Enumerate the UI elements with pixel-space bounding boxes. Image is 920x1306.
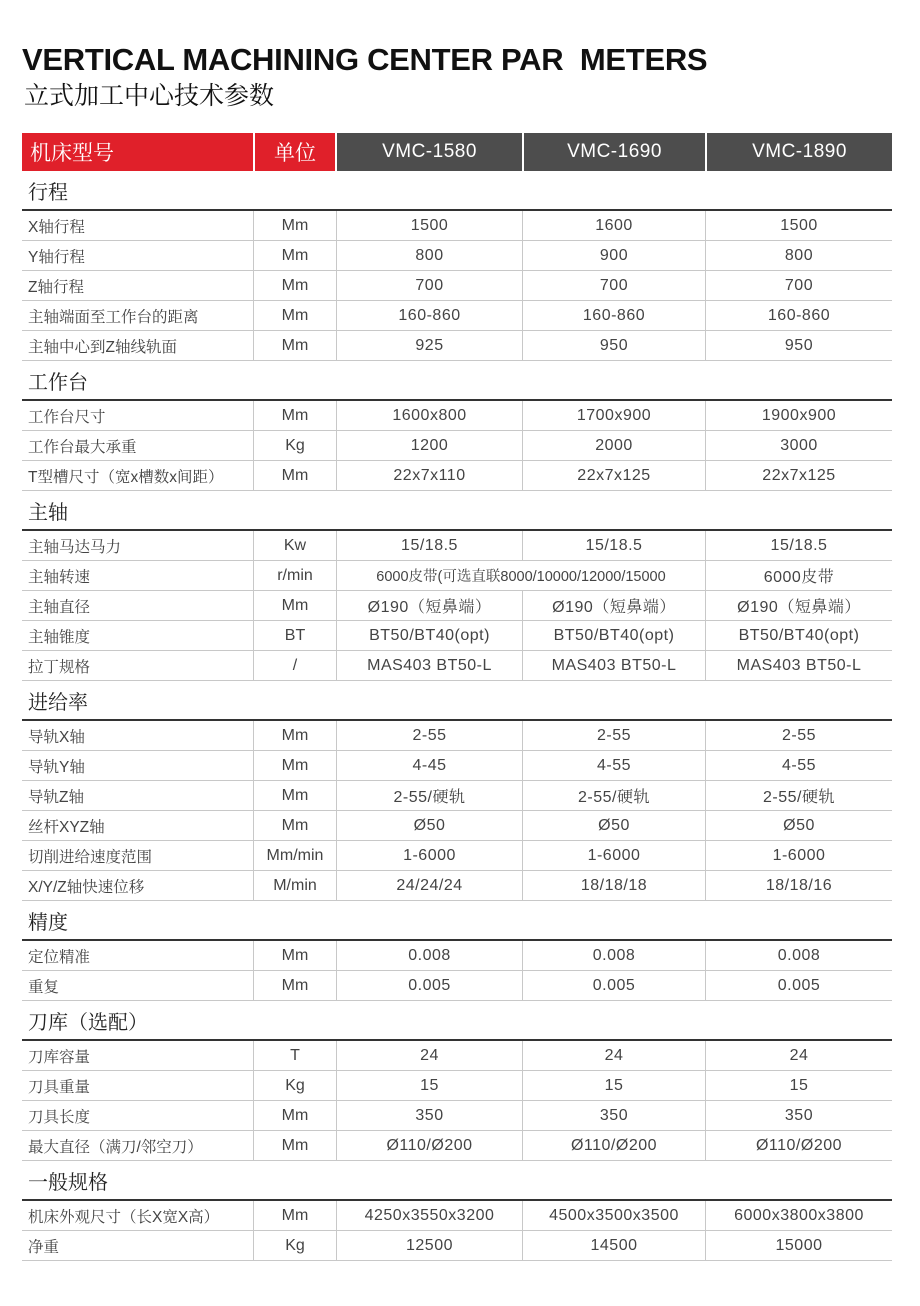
row-item: 刀具重量	[28, 1078, 91, 1096]
table-row	[22, 531, 892, 561]
row-value-1: 700	[415, 276, 444, 294]
table-row	[22, 721, 892, 751]
table-row	[22, 1041, 892, 1071]
row-item: Y轴行程	[28, 248, 85, 266]
row-value-2: Ø50	[522, 811, 705, 840]
row-unit: /	[253, 651, 337, 680]
row-value-2: 1-6000	[522, 841, 705, 870]
row-value-2: 350	[522, 1101, 705, 1130]
row-unit: Kg	[253, 431, 337, 460]
row-value-3: 6000x3800x3800	[705, 1201, 892, 1230]
row-unit: Mm	[253, 241, 337, 270]
row-value-3: 2-55/硬轨	[705, 781, 892, 810]
row-value-3: 160-860	[705, 301, 892, 330]
row-unit: Kg	[253, 1071, 337, 1100]
row-value-3: 2-55	[705, 721, 892, 750]
row-item: 净重	[28, 1238, 60, 1256]
table-row	[22, 1201, 892, 1231]
row-value-2: 700	[522, 271, 705, 300]
table-row	[22, 561, 892, 591]
row-value-2: 0.005	[522, 971, 705, 1000]
row-value-3: 800	[705, 241, 892, 270]
section-title: 主轴	[22, 491, 892, 531]
table-row	[22, 811, 892, 841]
row-value-3: 700	[705, 271, 892, 300]
row-unit: Mm	[253, 1201, 337, 1230]
row-value-2: 2-55	[522, 721, 705, 750]
row-unit: Kg	[253, 1231, 337, 1260]
row-unit: Mm	[253, 1101, 337, 1130]
row-unit: Mm	[253, 781, 337, 810]
row-value-2: 4500x3500x3500	[522, 1201, 705, 1230]
row-value-1: 1200	[410, 436, 449, 454]
spec-sections	[22, 171, 892, 1261]
row-unit: T	[253, 1041, 337, 1070]
row-unit: Kw	[253, 531, 337, 560]
table-row	[22, 401, 892, 431]
row-value-1: 4250x3550x3200	[364, 1206, 495, 1224]
table-row	[22, 241, 892, 271]
row-value-3: 3000	[705, 431, 892, 460]
row-item: 主轴直径	[28, 598, 91, 616]
header-unit-label: 单位	[253, 133, 337, 171]
row-value-1: 24/24/24	[396, 876, 463, 894]
row-item: 工作台最大承重	[28, 438, 137, 456]
row-value-2: Ø190（短鼻端）	[522, 591, 705, 620]
section-title: 行程	[22, 171, 892, 211]
row-value-3: Ø190（短鼻端）	[705, 591, 892, 620]
row-value-2: 160-860	[522, 301, 705, 330]
row-value-1: 2-55/硬轨	[393, 789, 466, 806]
table-row	[22, 211, 892, 241]
row-unit: Mm	[253, 331, 337, 360]
row-value-2: 950	[522, 331, 705, 360]
page-subtitle: 立式加工中心技术参数	[24, 82, 275, 110]
row-item: 工作台尺寸	[28, 408, 106, 426]
row-value-1: MAS403 BT50-L	[367, 656, 492, 674]
table-row	[22, 1131, 892, 1161]
section-title: 刀库（选配）	[22, 1001, 892, 1041]
row-value-2: 1700x900	[522, 401, 705, 430]
row-value-3: 15000	[705, 1231, 892, 1260]
table-row	[22, 781, 892, 811]
row-unit: Mm	[253, 461, 337, 490]
row-value-3: 1-6000	[705, 841, 892, 870]
row-value-1: Ø110/Ø200	[386, 1136, 473, 1154]
table-row	[22, 941, 892, 971]
row-value-1: BT50/BT40(opt)	[369, 626, 490, 644]
row-item: X/Y/Z轴快速位移	[28, 878, 145, 896]
row-item: 拉丁规格	[28, 658, 91, 676]
row-value-3: 4-55	[705, 751, 892, 780]
row-unit: BT	[253, 621, 337, 650]
row-value-2: BT50/BT40(opt)	[522, 621, 705, 650]
row-value-2: 22x7x125	[522, 461, 705, 490]
row-value-1: Ø190（短鼻端）	[367, 599, 492, 616]
row-value-1: 0.008	[408, 946, 451, 964]
row-value-3: 22x7x125	[705, 461, 892, 490]
table-row	[22, 841, 892, 871]
row-value-1: 160-860	[398, 306, 461, 324]
row-value-1: 1500	[410, 216, 449, 234]
row-value-3: 0.005	[705, 971, 892, 1000]
table-row	[22, 1101, 892, 1131]
row-unit: Mm	[253, 971, 337, 1000]
row-item: 重复	[28, 978, 60, 996]
row-value-2: 18/18/18	[522, 871, 705, 900]
row-value-2: 15/18.5	[522, 531, 705, 560]
row-value-2: 14500	[522, 1231, 705, 1260]
section-title: 工作台	[22, 361, 892, 401]
section-title: 精度	[22, 901, 892, 941]
row-value-1: Ø50	[413, 816, 446, 834]
row-value-1: 0.005	[408, 976, 451, 994]
row-value-2: Ø110/Ø200	[522, 1131, 705, 1160]
row-value-2: 4-55	[522, 751, 705, 780]
row-value-1: 925	[415, 336, 444, 354]
row-item: X轴行程	[28, 218, 85, 236]
table-row	[22, 331, 892, 361]
row-unit: Mm	[253, 211, 337, 240]
table-row	[22, 271, 892, 301]
table-row	[22, 431, 892, 461]
section-title: 进给率	[22, 681, 892, 721]
row-item: 导轨Z轴	[28, 788, 84, 806]
table-header	[22, 133, 892, 171]
row-value-2: 2000	[522, 431, 705, 460]
row-item: 刀库容量	[28, 1048, 91, 1066]
table-row	[22, 1071, 892, 1101]
row-item: 主轴端面至工作台的距离	[28, 308, 199, 326]
row-value-2: 0.008	[522, 941, 705, 970]
row-value-1: 1600x800	[392, 406, 467, 424]
row-value-3: 15	[705, 1071, 892, 1100]
row-value-merged: 6000皮带(可选直联8000/10000/12000/15000	[376, 569, 666, 585]
row-value-3: 6000皮带	[705, 561, 892, 590]
row-item: 导轨X轴	[28, 728, 85, 746]
row-item: 机床外观尺寸（长X宽X高）	[28, 1208, 220, 1226]
header-model-3: VMC-1890	[705, 133, 892, 171]
row-unit: M/min	[253, 871, 337, 900]
row-item: 刀具长度	[28, 1108, 91, 1126]
table-row	[22, 461, 892, 491]
row-value-3: 18/18/16	[705, 871, 892, 900]
header-item-label: 机床型号	[22, 133, 253, 171]
row-item: 主轴马达马力	[28, 538, 122, 556]
row-value-3: Ø50	[705, 811, 892, 840]
row-value-3: 950	[705, 331, 892, 360]
row-value-3: 350	[705, 1101, 892, 1130]
row-item: 导轨Y轴	[28, 758, 85, 776]
table-row	[22, 1231, 892, 1261]
row-value-3: MAS403 BT50-L	[705, 651, 892, 680]
row-value-2: 1600	[522, 211, 705, 240]
table-row	[22, 971, 892, 1001]
row-value-3: 0.008	[705, 941, 892, 970]
row-unit: Mm/min	[253, 841, 337, 870]
row-value-1: 24	[420, 1046, 439, 1064]
row-unit: Mm	[253, 271, 337, 300]
row-value-3: 15/18.5	[705, 531, 892, 560]
row-value-1: 800	[415, 246, 444, 264]
spec-table	[22, 133, 892, 1261]
row-value-1: 15/18.5	[401, 536, 458, 554]
row-unit: r/min	[253, 561, 337, 590]
table-row	[22, 591, 892, 621]
row-value-1: 350	[415, 1106, 444, 1124]
row-value-1: 22x7x110	[393, 466, 466, 484]
row-unit: Mm	[253, 941, 337, 970]
row-unit: Mm	[253, 301, 337, 330]
row-unit: Mm	[253, 1131, 337, 1160]
header-model-1: VMC-1580	[337, 133, 522, 171]
table-row	[22, 651, 892, 681]
row-unit: Mm	[253, 721, 337, 750]
row-value-3: 1500	[705, 211, 892, 240]
row-item: 最大直径（满刀/邻空刀）	[28, 1138, 203, 1156]
row-unit: Mm	[253, 401, 337, 430]
row-value-3: Ø110/Ø200	[705, 1131, 892, 1160]
row-value-2: 900	[522, 241, 705, 270]
row-item: 主轴锥度	[28, 628, 91, 646]
row-value-1: 12500	[406, 1236, 453, 1254]
row-unit: Mm	[253, 811, 337, 840]
header-model-2: VMC-1690	[522, 133, 705, 171]
row-item: 主轴中心到Z轴线轨面	[28, 338, 177, 356]
row-item: 切削进给速度范围	[28, 848, 153, 866]
row-unit: Mm	[253, 751, 337, 780]
row-value-2: 24	[522, 1041, 705, 1070]
table-row	[22, 621, 892, 651]
table-row	[22, 301, 892, 331]
row-value-3: 24	[705, 1041, 892, 1070]
row-item: 主轴转速	[28, 568, 91, 586]
table-row	[22, 871, 892, 901]
row-value-1: 4-45	[412, 756, 447, 774]
page-title: VERTICAL MACHINING CENTER PAR METERS	[22, 42, 708, 77]
row-unit: Mm	[253, 591, 337, 620]
row-item: Z轴行程	[28, 278, 84, 296]
row-value-1: 15	[420, 1076, 439, 1094]
row-value-3: 1900x900	[705, 401, 892, 430]
row-value-2: 15	[522, 1071, 705, 1100]
row-item: T型槽尺寸（宽x槽数x间距）	[28, 468, 224, 486]
table-row	[22, 751, 892, 781]
row-item: 丝杆XYZ轴	[28, 818, 105, 836]
row-value-3: BT50/BT40(opt)	[705, 621, 892, 650]
row-value-2: 2-55/硬轨	[522, 781, 705, 810]
row-item: 定位精准	[28, 948, 91, 966]
row-value-2: MAS403 BT50-L	[522, 651, 705, 680]
section-title: 一般规格	[22, 1161, 892, 1201]
row-value-1: 2-55	[412, 726, 447, 744]
row-value-1: 1-6000	[403, 846, 456, 864]
